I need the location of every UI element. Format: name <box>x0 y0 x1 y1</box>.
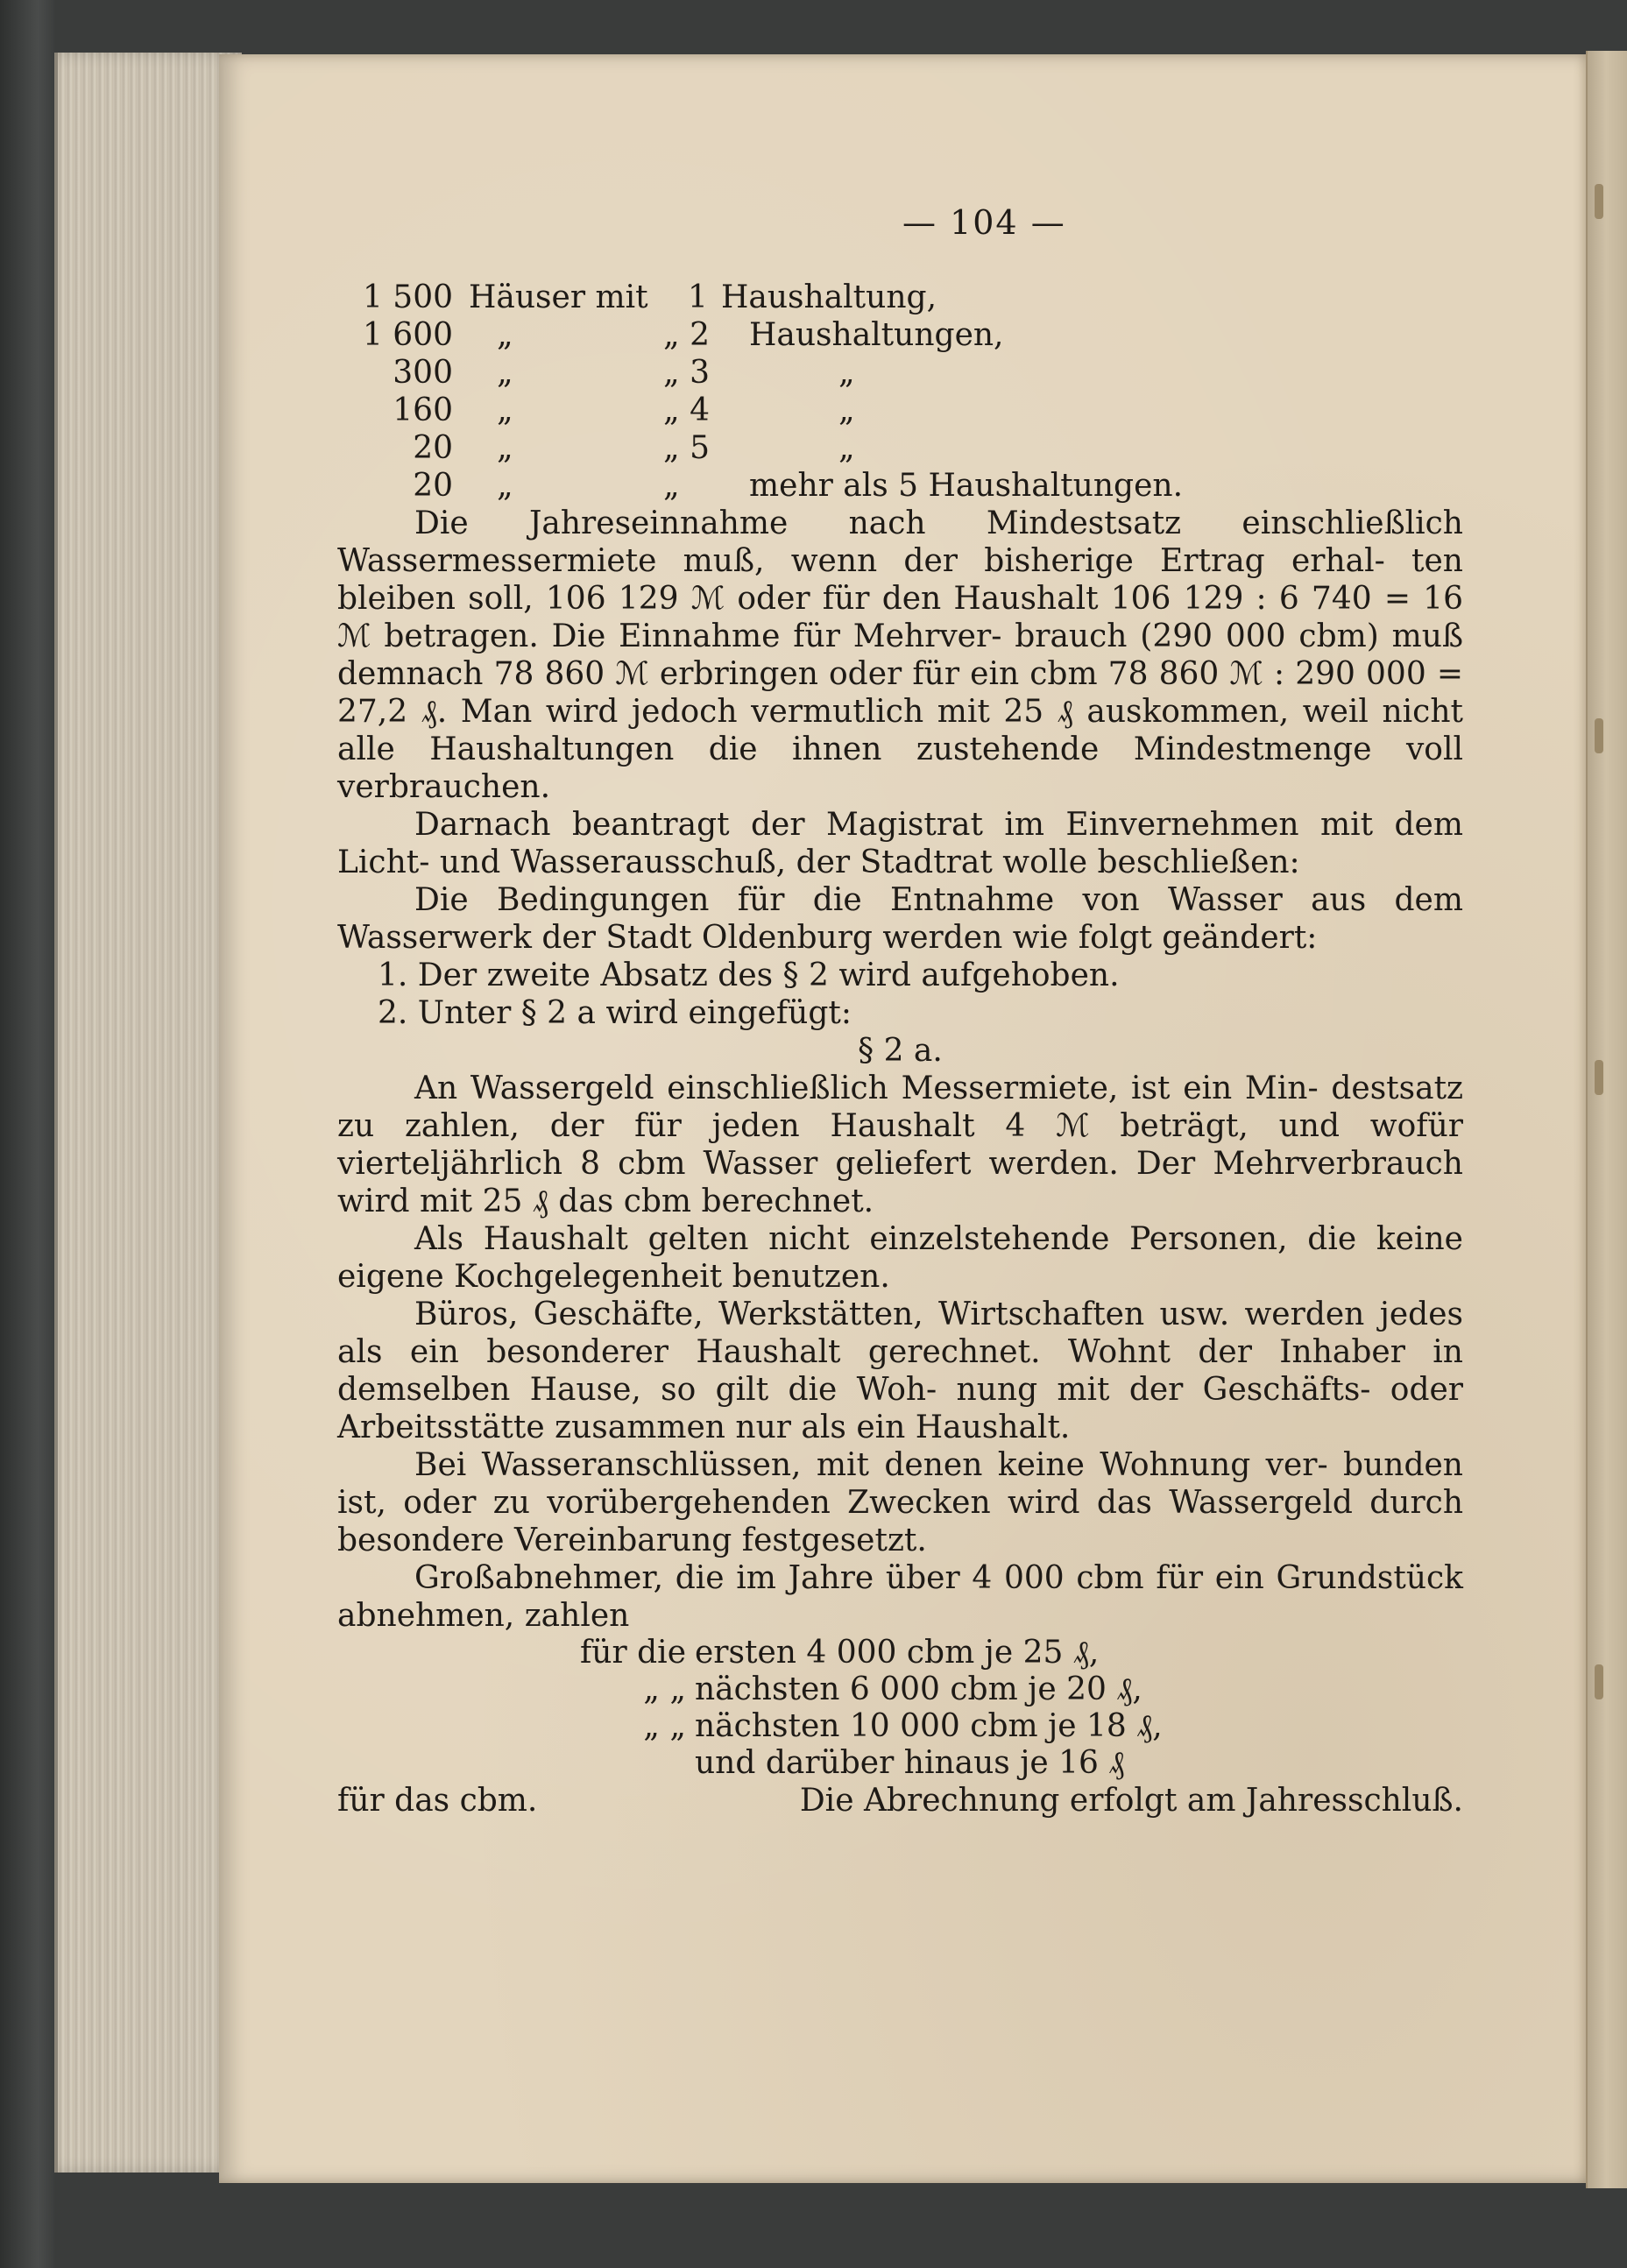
rate-label: „ „ <box>643 1708 686 1744</box>
table-row <box>337 1671 1463 1708</box>
label: „ <box>497 317 513 353</box>
list-item: 1. Der zweite Absatz des § 2 wird aufgehoben. <box>378 957 1120 993</box>
paragraph: Darnach beantragt der Magistrat im Einvernehmen mit dem Licht- und Wasserausschuß, der Stadtrat wolle beschließen: <box>337 807 1463 880</box>
list-item: 2. Unter § 2 a wird eingefügt: <box>378 995 852 1031</box>
number: „ 2 <box>663 317 710 353</box>
unit: Haushaltung, <box>721 279 937 315</box>
page-text <box>337 279 1463 1819</box>
unit: „ <box>838 430 855 466</box>
rate-label: „ „ <box>643 1671 686 1707</box>
label: „ <box>497 392 513 428</box>
paragraph: Die Jahreseinnahme nach Mindestsatz einschließlich Wassermessermiete muß, wenn der bisherige Ertrag erhal- ten bleiben soll, 106 129 ℳ oder für den Haushalt 106 129 : 6 740 = 16 ℳ betragen. Die Einnahme für Mehrver- brauch (290 000 cbm) muß demnach 78 860 ℳ erbringen oder für ein cbm 78 860 ℳ : 290 000 = 27,2 ₰. Man wird jedoch vermutlich mit 25 ₰ auskommen, weil nicht alle Haushaltungen die ihnen zustehende Mindestmenge voll verbrauchen. <box>337 505 1463 805</box>
closing-left: für das cbm. <box>337 1783 538 1819</box>
number: „ 5 <box>663 430 710 466</box>
binding-thread <box>1595 1060 1603 1095</box>
closing-right: Die Abrechnung erfolgt am Jahresschluß. <box>799 1783 1463 1819</box>
closing-line <box>337 1782 1463 1819</box>
paragraph: Als Haushalt gelten nicht einzelstehende Personen, die keine eigene Kochgelegenheit benutzen. <box>337 1221 1463 1295</box>
count: 1 500 <box>362 279 453 315</box>
number: 1 <box>688 279 708 315</box>
rate-value: ersten 4 000 cbm je 25 ₰, <box>695 1635 1100 1671</box>
number: „ <box>663 468 680 504</box>
label: „ <box>497 430 513 466</box>
rate-table <box>337 1635 1463 1782</box>
table-row <box>337 279 1463 316</box>
book-cover-edge <box>0 0 54 2268</box>
rate-value: nächsten 10 000 cbm je 18 ₰, <box>695 1708 1163 1744</box>
table-row <box>337 429 1463 467</box>
paragraph: An Wassergeld einschließlich Messermiete, ist ein Min- destsatz zu zahlen, der für jeden Haushalt 4 ℳ beträgt, und wofür vierteljährlich 8 cbm Wasser geliefert werden. Der Mehrverbrauch wird mit 25 ₰ das cbm berechnet. <box>337 1070 1463 1219</box>
unit: Haushaltungen, <box>749 317 1004 353</box>
binding-thread <box>1595 1664 1603 1699</box>
count: 1 600 <box>362 317 453 353</box>
table-row <box>337 316 1463 354</box>
table-row <box>337 1635 1463 1671</box>
household-table <box>337 279 1463 505</box>
page-number: — 104 — <box>902 203 1066 242</box>
binding-thread <box>1595 184 1603 219</box>
page-edges <box>54 53 242 2173</box>
binding-edge <box>1586 51 1627 2188</box>
unit: „ <box>838 392 855 428</box>
binding-thread <box>1595 718 1603 753</box>
rate-label: für die <box>579 1635 686 1671</box>
table-row <box>337 1708 1463 1745</box>
table-row <box>337 1745 1463 1782</box>
label: Häuser mit <box>469 279 648 315</box>
table-row <box>337 354 1463 392</box>
label: „ <box>497 468 513 504</box>
rate-value: und darüber hinaus je 16 ₰ <box>695 1745 1125 1781</box>
count: 300 <box>393 355 453 391</box>
count: 20 <box>413 430 453 466</box>
section-heading: § 2 a. <box>858 1033 943 1069</box>
table-row <box>337 467 1463 505</box>
count: 20 <box>413 468 453 504</box>
paragraph: Bei Wasseranschlüssen, mit denen keine Wohnung ver- bunden ist, oder zu vorübergehenden Zwecken wird das Wassergeld durch besondere Vereinbarung festgesetzt. <box>337 1447 1463 1558</box>
unit: „ <box>838 355 855 391</box>
label: „ <box>497 355 513 391</box>
paragraph: Großabnehmer, die im Jahre über 4 000 cbm für ein Grundstück abnehmen, zahlen <box>337 1560 1463 1634</box>
count: 160 <box>393 392 453 428</box>
number: „ 4 <box>663 392 710 428</box>
unit: mehr als 5 Haushaltungen. <box>749 468 1184 504</box>
paragraph: Die Bedingungen für die Entnahme von Wasser aus dem Wasserwerk der Stadt Oldenburg werden wie folgt geändert: <box>337 882 1463 956</box>
paragraph: Büros, Geschäfte, Werkstätten, Wirtschaften usw. werden jedes als ein besonderer Haushalt gerechnet. Wohnt der Inhaber in demselben Hause, so gilt die Woh- nung mit der Geschäfts- oder Arbeitsstätte zusammen nur als ein Haushalt. <box>337 1297 1463 1445</box>
rate-label <box>337 1745 686 1782</box>
table-row <box>337 392 1463 429</box>
rate-value: nächsten 6 000 cbm je 20 ₰, <box>695 1671 1142 1707</box>
number: „ 3 <box>663 355 710 391</box>
